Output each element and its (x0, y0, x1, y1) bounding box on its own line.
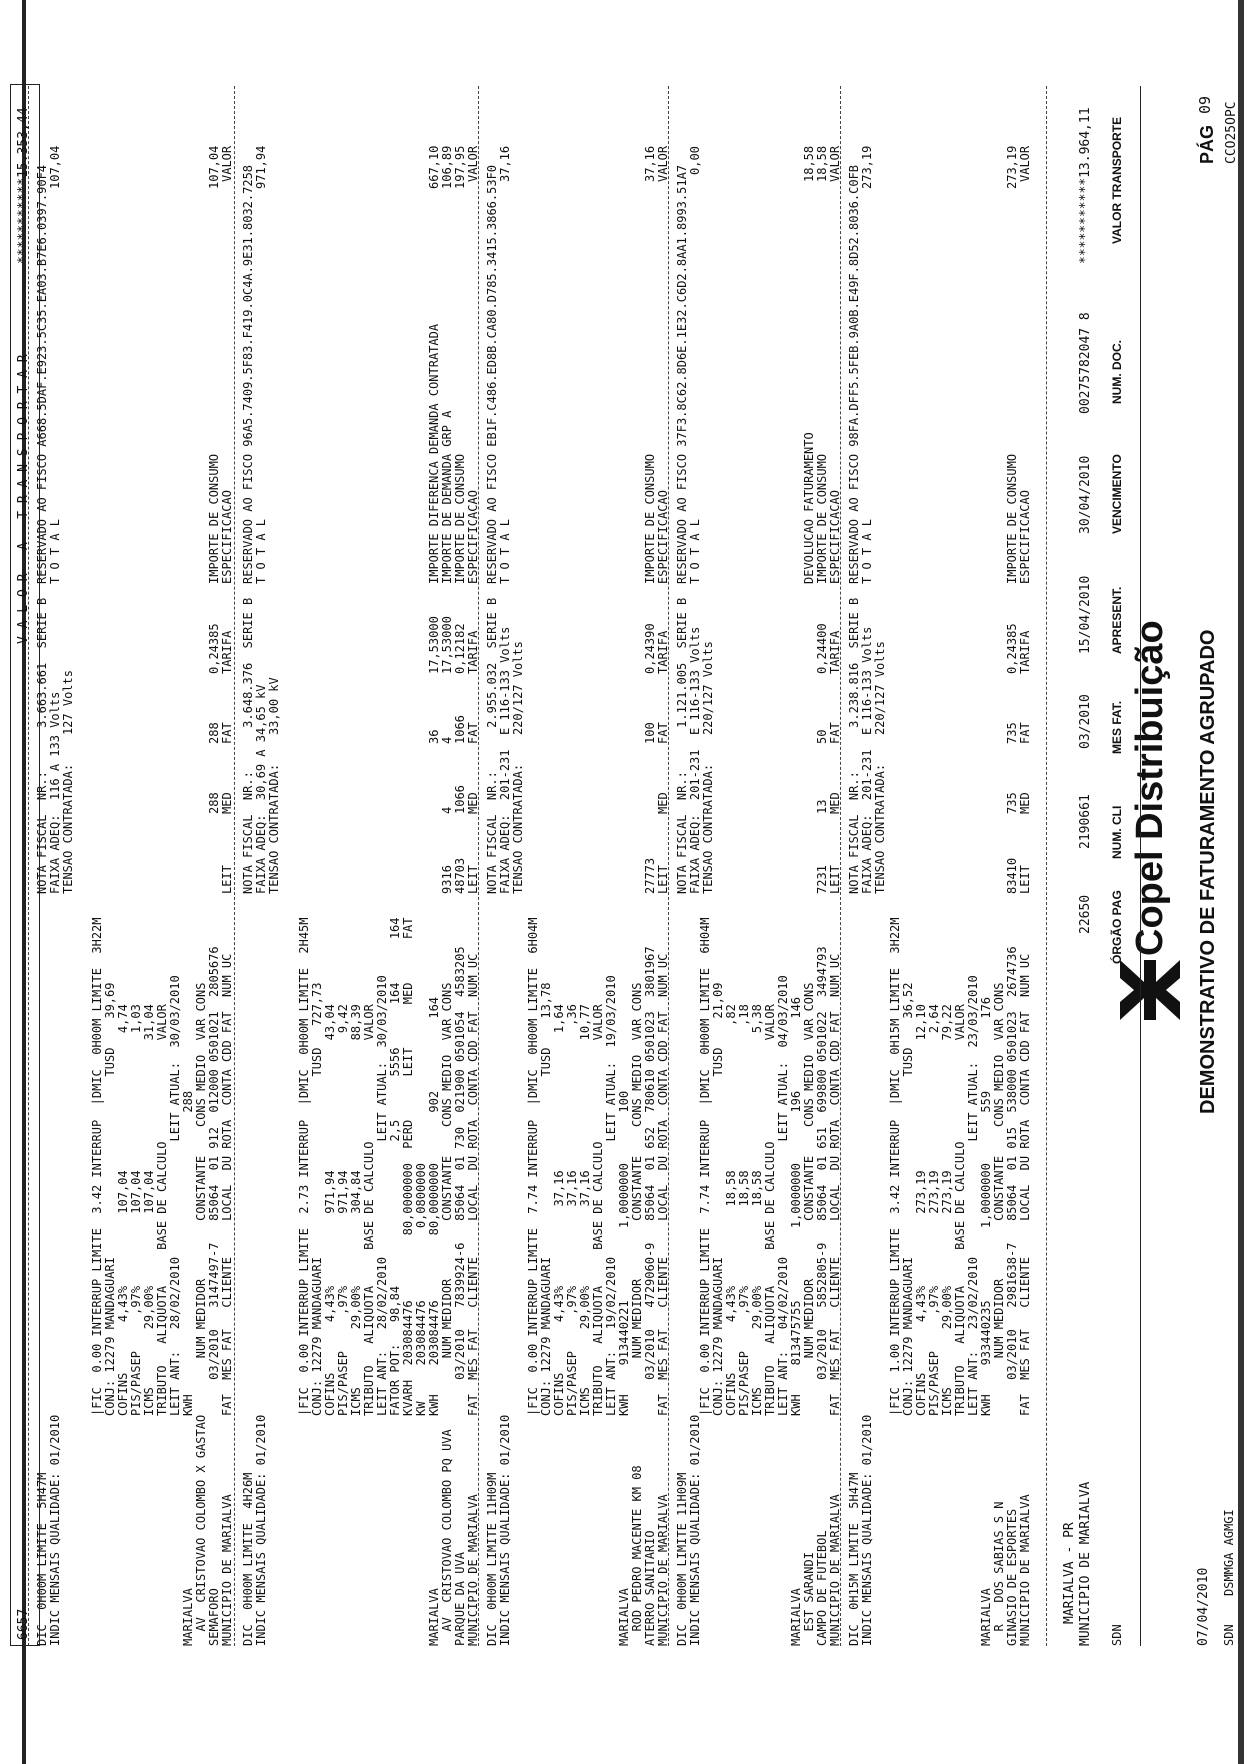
record-valor: VALOR (220, 145, 234, 182)
record-especificacao: IMPORTE DIFERENCA DEMANDA CONTRATADA (427, 323, 441, 584)
record-tarifa: TARIFA (1018, 630, 1032, 674)
record-med: MED (466, 792, 480, 814)
record-detail-line: LEIT ANT: 19/02/2010 LEIT ATUAL: 19/03/2010 (604, 975, 618, 1416)
record-detail-line: PIS/PASEP ,97% 971,94 9,42 (336, 1004, 350, 1416)
record-name-line: PARQUE DA UVA (453, 1552, 467, 1646)
record-valor: VALOR (828, 145, 842, 182)
record-detail-line: CONJ: 12279 MANDAGUARI TUSD 13,78 (539, 982, 553, 1416)
record-name-line: SEMAFORO (207, 1588, 221, 1646)
record-detail-line: COFINS 4,43% 107,04 4,74 (116, 1004, 130, 1416)
record-valor: 37,16 (643, 145, 657, 182)
record-med: 13 (815, 799, 829, 814)
record-name-line: MARIALVA (427, 1588, 441, 1646)
record-name-line: MUNICIPIO DE MARIALVA (466, 1494, 480, 1646)
record-fisco: RESERVADO AO FISCO 98FA.DFF5.5FEB.9A0B.E49F.8D52.8036.C0FB (847, 164, 861, 584)
record-name-line: EST SARANDI (802, 1552, 816, 1646)
record-indic-dic: DIC 0H00M LIMITE 4H26M (241, 1472, 255, 1646)
record-valor: 667,10 (427, 145, 441, 189)
record-total-value: 971,94 (254, 145, 268, 189)
record-tensao: FAIXA ADEQ: 116 A 133 Volts (48, 691, 62, 894)
record-indic-qualidade: INDIC MENSAIS QUALIDADE: 01/2010 (860, 1414, 874, 1646)
summary-vencimento: 30/04/2010 (1078, 455, 1093, 534)
record-detail-line: KVARH 203084476 80,0000000 PERD LEIT MED FAT (401, 917, 415, 1416)
record-detail-line: NUM MEDIDOR CONSTANTE CONS MEDIO VAR CONS (440, 982, 454, 1416)
record-fat: FAT (1018, 722, 1032, 744)
sdn-label: SDN (1222, 1624, 1236, 1646)
record-detail-line: |FIC 0.00 INTERRUP LIMITE 7.74 INTERRUP |DMIC 0H00M LIMITE 6H04M (698, 917, 712, 1416)
doc-title: DEMONSTRATIVO DE FATURAMENTO AGRUPADO (1197, 629, 1219, 1114)
record-fisco: RESERVADO AO FISCO EB1F.C486.ED8B.CA80.D785.3415.3866.53F0 (485, 164, 499, 584)
record-tarifa: 0,24385 (1005, 623, 1019, 674)
record-valor: 273,19 (1005, 145, 1019, 189)
record-tensao: TENSAO CONTRATADA: 220/127 Volts (511, 641, 525, 894)
record-detail-line: 03/2010 4729060-9 85064 01 652 780610 0501023 3801967 (643, 946, 657, 1416)
col-sdn: SDN (1110, 1624, 1124, 1646)
record-detail-line: FATOR POT: 98,84 2,5 5556 164 164 (388, 917, 402, 1416)
record-name-line: R DOS SABIAS S N (992, 1501, 1006, 1646)
record-name-line: MUNICIPIO DE MARIALVA (828, 1494, 842, 1646)
record-detail-line: 03/2010 2981638-7 85064 01 015 538000 0501023 2674736 (1005, 946, 1019, 1416)
dsm-label: DSMMGA AGMGI (1222, 1509, 1236, 1596)
record-indic-dic: DIC 0H00M LIMITE 5H47M (35, 1472, 49, 1646)
record-detail-line: ICMS 29,00% 273,19 79,22 (940, 1004, 954, 1416)
page-number: 09 (1196, 95, 1214, 114)
record-name-line: MUNICIPIO DE MARIALVA (220, 1494, 234, 1646)
record-total-value: 37,16 (498, 145, 512, 182)
record-detail-line: PIS/PASEP ,97% 37,16 ,36 (565, 1004, 579, 1416)
record-tensao: FAIXA ADEQ: 201-231 E 116-133 Volts (688, 626, 702, 894)
record-tarifa: 0,24385 (207, 623, 221, 674)
summary-city: MARIALVA - PR (1062, 1522, 1077, 1624)
copel-logo-text: Copel Distribuição (1129, 620, 1171, 956)
record-tensao: TENSAO CONTRATADA: 33,00 kV (267, 677, 281, 894)
footer-box (10, 84, 40, 1646)
record-detail-line: NUM MEDIDOR CONSTANTE CONS MEDIO VAR CONS (630, 982, 644, 1416)
record-tensao: NOTA FISCAL NR.: 3.238.816 SERIE B (847, 597, 861, 894)
record-total-value: 107,04 (48, 145, 62, 189)
record-tensao: FAIXA ADEQ: 201-231 E 116-133 Volts (498, 626, 512, 894)
record-name-line: ROD PEDRO MACENTE KM 08 (630, 1465, 644, 1646)
record-detail-line: LEIT ANT: 04/02/2010 LEIT ATUAL: 04/03/2010 (776, 975, 790, 1416)
record-detail-line: FAT MES FAT CLIENTE LOCAL DU ROTA CONTA CDD FAT NUM UC (220, 953, 234, 1416)
record-fat: FAT (466, 722, 480, 744)
col-valor-transporte: VALOR TRANSPORTE (1110, 116, 1124, 244)
record-med: 288 (207, 792, 221, 814)
record-detail-line: |FIC 0.00 INTERRUP LIMITE 7.74 INTERRUP |DMIC 0H00M LIMITE 6H04M (526, 917, 540, 1416)
record-detail-line: KWH 913440221 1,0000000 100 (617, 1090, 631, 1416)
record-leit: LEIT (466, 865, 480, 894)
record-med: 1066 (453, 785, 467, 814)
record-total-label: T O T A L (860, 518, 874, 584)
record-indic-qualidade: INDIC MENSAIS QUALIDADE: 01/2010 (254, 1414, 268, 1646)
record-detail-line: FAT MES FAT CLIENTE LOCAL DU ROTA CONTA CDD FAT NUM UC (1018, 953, 1032, 1416)
copel-logo-icon (1120, 960, 1184, 1020)
record-leit: LEIT (220, 865, 234, 894)
record-detail-line: TRIBUTO ALIQUOTA BASE DE CALCULO VALOR (362, 1004, 376, 1416)
record-fat: 288 (207, 722, 221, 744)
summary-num-doc: 00275782047 8 (1078, 312, 1093, 414)
record-tensao: NOTA FISCAL NR.: 3.648.376 SERIE B (241, 597, 255, 894)
record-detail-line: TRIBUTO ALIQUOTA BASE DE CALCULO VALOR (953, 1004, 967, 1416)
record-detail-line: TRIBUTO ALIQUOTA BASE DE CALCULO VALOR (591, 1004, 605, 1416)
col-num-doc: NUM. DOC. (1110, 340, 1124, 404)
record-especificacao: ESPECIFICACAO (828, 490, 842, 584)
summary-divider (1046, 86, 1047, 1646)
record-indic-dic: DIC 0H15M LIMITE 5H47M (847, 1472, 861, 1646)
record-total-label: T O T A L (498, 518, 512, 584)
record-name-line: MUNICIPIO DE MARIALVA (656, 1494, 670, 1646)
record-detail-line: 03/2010 3147497-7 85064 01 912 012000 0501021 2805676 (207, 946, 221, 1416)
record-detail-line: FAT MES FAT CLIENTE LOCAL DU ROTA CONTA CDD FAT NUM UC (828, 953, 842, 1416)
record-valor: 107,04 (207, 145, 221, 189)
record-fat: FAT (656, 722, 670, 744)
record-fat: FAT (828, 722, 842, 744)
record-especificacao: IMPORTE DE CONSUMO (643, 453, 657, 584)
record-detail-line: TRIBUTO ALIQUOTA BASE DE CALCULO VALOR (155, 1004, 169, 1416)
record-detail-line: PIS/PASEP ,97% 18,58 ,18 (737, 1004, 751, 1416)
record-especificacao: IMPORTE DE CONSUMO (453, 453, 467, 584)
record-med: 4 (440, 806, 454, 814)
record-fat: 36 (427, 729, 441, 744)
record-detail-line: ICMS 29,00% 37,16 10,77 (578, 1004, 592, 1416)
record-valor: 197,95 (453, 145, 467, 189)
record-name-line: MUNICIPIO DE MARIALVA (1018, 1494, 1032, 1646)
record-total-label: T O T A L (254, 518, 268, 584)
record-fat: FAT (220, 722, 234, 744)
col-apresent: APRESENT. (1110, 586, 1124, 654)
record-med: MED (220, 792, 234, 814)
summary-apresent: 15/04/2010 (1078, 575, 1093, 654)
record-tarifa: 0,12182 (453, 623, 467, 674)
record-tarifa: TARIFA (466, 630, 480, 674)
record-name-line: MARIALVA (789, 1588, 803, 1646)
record-detail-line: NUM MEDIDOR CONSTANTE CONS MEDIO VAR CONS (802, 982, 816, 1416)
record-indic-qualidade: INDIC MENSAIS QUALIDADE: 01/2010 (48, 1414, 62, 1646)
record-name-line: MARIALVA (979, 1588, 993, 1646)
record-fisco: RESERVADO AO FISCO 96A5.7409.5F83.F419.0C4A.9E31.8032.7258 (241, 164, 255, 584)
record-detail-line: COFINS 4,43% 971,94 43,04 (323, 1004, 337, 1416)
col-mes-fat: MES FAT. (1110, 700, 1124, 754)
record-valor: VALOR (1018, 145, 1032, 182)
record-leit: 7231 (815, 865, 829, 894)
record-especificacao: ESPECIFICACAO (656, 490, 670, 584)
record-valor: 18,58 (802, 145, 816, 182)
record-detail-line: NUM MEDIDOR CONSTANTE CONS MEDIO VAR CONS (992, 982, 1006, 1416)
record-name-line: CAMPO DE FUTEBOL (815, 1530, 829, 1646)
record-tensao: NOTA FISCAL NR.: 3.663.661 SERIE B (35, 597, 49, 894)
record-fat: 735 (1005, 722, 1019, 744)
record-detail-line: ICMS 29,00% 107,04 31,04 (142, 1004, 156, 1416)
footer-transport-label: V A L O R A T R A N S P O R T A R (16, 354, 31, 644)
record-med: 735 (1005, 792, 1019, 814)
record-detail-line: LEIT ANT: 28/02/2010 LEIT ATUAL: 30/03/2010 (168, 975, 182, 1416)
record-total-value: 273,19 (860, 145, 874, 189)
record-tarifa: TARIFA (828, 630, 842, 674)
record-leit: 27773 (643, 857, 657, 894)
record-detail-line: KWH 288 (181, 1090, 195, 1416)
record-detail-line: CONJ: 12279 MANDAGUARI TUSD 21,09 (711, 982, 725, 1416)
record-tensao: TENSAO CONTRATADA: 127 Volts (61, 670, 75, 894)
record-detail-line: KW 203084476 0,0800000 (414, 1163, 428, 1416)
record-name-line: MARIALVA (181, 1588, 195, 1646)
record-detail-line: FAT MES FAT CLIENTE LOCAL DU ROTA CONTA CDD FAT NUM UC (466, 953, 480, 1416)
record-detail-line: COFINS 4,43% 273,19 12,10 (914, 1004, 928, 1416)
record-tarifa: 0,24390 (643, 623, 657, 674)
record-total-label: T O T A L (48, 518, 62, 584)
record-leit: 9316 (440, 865, 454, 894)
record-total-label: T O T A L (688, 518, 702, 584)
record-detail-line: LEIT ANT: 28/02/2010 LEIT ATUAL: 30/03/2010 (375, 975, 389, 1416)
record-especificacao: ESPECIFICACAO (1018, 490, 1032, 584)
record-especificacao: DEVOLUCAO FATURAMENTO (802, 432, 816, 584)
record-detail-line: CONJ: 12279 MANDAGUARI TUSD 727,73 (310, 982, 324, 1416)
record-detail-line: ICMS 29,00% 18,58 5,38 (750, 1004, 764, 1416)
record-indic-dic: DIC 0H00M LIMITE 11H09M (675, 1472, 689, 1646)
record-detail-line: LEIT ANT: 23/02/2010 LEIT ATUAL: 23/03/2010 (966, 975, 980, 1416)
record-detail-line: FAT MES FAT CLIENTE LOCAL DU ROTA CONTA CDD FAT NUM UC (656, 953, 670, 1416)
record-detail-line: 03/2010 5852805-9 85064 01 651 699800 0501022 3494793 (815, 946, 829, 1416)
record-fisco: RESERVADO AO FISCO 37F3.8C62.8D6E.1E32.C6D2.8AA1.8993.51A7 (675, 164, 689, 584)
summary-valor-transporte: ***********13.964,11 (1078, 107, 1093, 264)
record-tensao: TENSAO CONTRATADA: 220/127 Volts (701, 641, 715, 894)
summary-client: MUNICIPIO DE MARIALVA (1078, 1481, 1093, 1646)
record-detail-line: |FIC 0.00 INTERRUP LIMITE 3.42 INTERRUP |DMIC 0H00M LIMITE 3H22M (90, 917, 104, 1416)
record-especificacao: IMPORTE DE CONSUMO (207, 453, 221, 584)
record-divider (234, 86, 235, 1646)
record-tarifa: 17,53000 (440, 616, 454, 674)
record-total-value: 0,00 (688, 146, 702, 175)
record-detail-line: TRIBUTO ALIQUOTA BASE DE CALCULO VALOR (763, 1004, 777, 1416)
record-tensao: TENSAO CONTRATADA: 220/127 Volts (873, 641, 887, 894)
record-valor: 18,58 (815, 145, 829, 182)
record-leit: LEIT (828, 865, 842, 894)
record-med: MED (656, 792, 670, 814)
record-detail-line: PIS/PASEP ,97% 273,19 2,64 (927, 1004, 941, 1416)
record-detail-line: ICMS 29,00% 304,84 88,39 (349, 1004, 363, 1416)
record-detail-line: KWH 933440235 1,0000000 559 176 (979, 996, 993, 1416)
record-indic-dic: DIC 0H00M LIMITE 11H09M (485, 1472, 499, 1646)
record-detail-line: 03/2010 7839924-6 85064 01 730 021900 0501054 4583205 (453, 946, 467, 1416)
record-leit: LEIT (1018, 865, 1032, 894)
record-med: MED (828, 792, 842, 814)
record-leit: 48703 (453, 857, 467, 894)
record-fat: 4 (440, 736, 454, 744)
record-tarifa: TARIFA (656, 630, 670, 674)
record-fat: 50 (815, 729, 829, 744)
record-fat: 100 (643, 722, 657, 744)
record-indic-qualidade: INDIC MENSAIS QUALIDADE: 01/2010 (498, 1414, 512, 1646)
record-tensao: FAIXA ADEQ: 201-231 E 116-133 Volts (860, 626, 874, 894)
record-tensao: NOTA FISCAL NR.: 2.955.032 SERIE B (485, 597, 499, 894)
record-leit: 83410 (1005, 857, 1019, 894)
record-name-line: AV CRISTOVAO COLOMBO PQ UVA (440, 1429, 454, 1646)
record-valor: 106,89 (440, 145, 454, 189)
record-name-line: AV CRISTOVAO COLOMBO X GASTAO (194, 1414, 208, 1646)
record-tarifa: 17,53000 (427, 616, 441, 674)
summary-num-cli: 2190661 (1078, 794, 1093, 849)
record-tensao: NOTA FISCAL NR.: 1.121.005 SERIE B (675, 597, 689, 894)
record-detail-line: COFINS 4,43% 37,16 1,64 (552, 1004, 566, 1416)
summary-mes-fat: 03/2010 (1078, 694, 1093, 749)
record-detail-line: KWH 813475755 1,0000000 196 146 (789, 996, 803, 1416)
record-leit: LEIT (656, 865, 670, 894)
record-valor: VALOR (466, 145, 480, 182)
record-med: MED (1018, 792, 1032, 814)
record-fat: 1066 (453, 715, 467, 744)
record-fisco: RESERVADO AO FISCO A668.5DAF.E923.5C35.EA03.B7E6.0397.90F4 (35, 164, 49, 584)
header-top-rule (1140, 86, 1141, 1646)
record-name-line: MARIALVA (617, 1588, 631, 1646)
report-code: CCO25OPC (1224, 101, 1239, 164)
record-detail-line: |FIC 1.00 INTERRUP LIMITE 3.42 INTERRUP |DMIC 0H15M LIMITE 3H22M (888, 917, 902, 1416)
record-detail-line: CONJ: 12279 MANDAGUARI TUSD 39,69 (103, 982, 117, 1416)
footer-code: 6657 (16, 1608, 31, 1640)
record-especificacao: ESPECIFICACAO (466, 490, 480, 584)
record-especificacao: IMPORTE DE DEMANDA GRP A (440, 410, 454, 584)
page-label: PÁG (1197, 124, 1217, 164)
record-detail-line: KWH 203084476 80,0000000 902 164 (427, 996, 441, 1416)
record-name-line: ATERRO SANITARIO (643, 1530, 657, 1646)
record-detail-line: PIS/PASEP ,97% 107,04 1,03 (129, 1004, 143, 1416)
record-detail-line: NUM MEDIDOR CONSTANTE CONS MEDIO VAR CONS (194, 982, 208, 1416)
col-num-cli: NUM. CLI (1110, 805, 1124, 859)
footer-transport-value: ***********15.353,44 (16, 107, 31, 264)
record-detail-line: CONJ: 12279 MANDAGUARI TUSD 36,52 (901, 982, 915, 1416)
report-date: 07/04/2010 (1196, 1567, 1211, 1646)
summary-orgao: 22650 (1078, 894, 1093, 934)
col-orgao: ÓRGÃO PAG (1110, 890, 1124, 964)
record-tarifa: 0,24400 (815, 623, 829, 674)
record-especificacao: IMPORTE DE CONSUMO (1005, 453, 1019, 584)
record-tensao: FAIXA ADEQ: 30,69 A 34,65 kV (254, 684, 268, 894)
record-indic-qualidade: INDIC MENSAIS QUALIDADE: 01/2010 (688, 1414, 702, 1646)
record-valor: VALOR (656, 145, 670, 182)
record-especificacao: IMPORTE DE CONSUMO (815, 453, 829, 584)
record-tarifa: TARIFA (220, 630, 234, 674)
col-vencimento: VENCIMENTO (1110, 454, 1124, 534)
record-detail-line: |FIC 0.00 INTERRUP LIMITE 2.73 INTERRUP |DMIC 0H00M LIMITE 2H45M (297, 917, 311, 1416)
record-especificacao: ESPECIFICACAO (220, 490, 234, 584)
record-name-line: GINASIO DE ESPORTES (1005, 1508, 1019, 1646)
record-detail-line: COFINS 4,43% 18,58 ,82 (724, 1004, 738, 1416)
